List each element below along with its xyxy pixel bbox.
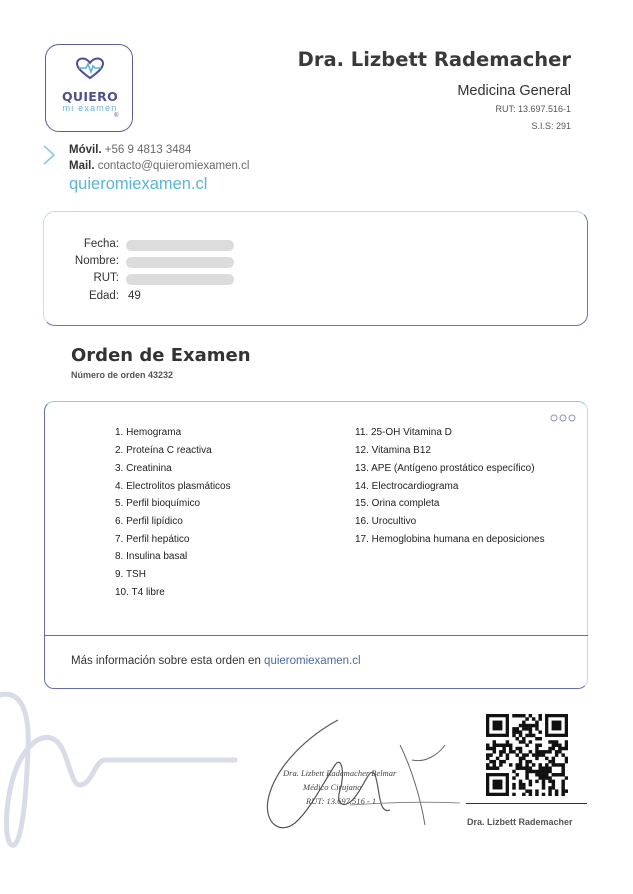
exam-item: 11. 25-OH Vitamina D	[355, 427, 452, 438]
rut-label: RUT:	[93, 272, 119, 284]
mobile-number[interactable]: +56 9 4813 3484	[104, 144, 192, 156]
signature-line	[466, 803, 587, 804]
brand-logo	[45, 44, 133, 132]
exam-item: 8. Insulina basal	[115, 551, 188, 562]
doctor-name: Dra. Lizbett Rademacher	[297, 48, 571, 71]
exam-item: 4. Electrolitos plasmáticos	[115, 481, 231, 492]
exam-item: 17. Hemoglobina humana en deposiciones	[355, 534, 545, 545]
exam-item: 13. APE (Antígeno prostático específico)	[355, 463, 535, 474]
exam-item: 5. Perfil bioquímico	[115, 498, 201, 509]
order-title: Orden de Examen	[71, 345, 251, 366]
three-dots-icon	[550, 414, 576, 422]
contact-mobile	[69, 144, 191, 156]
order-number: Número de orden 43232	[71, 370, 174, 380]
edad-label: Edad:	[88, 290, 119, 302]
exam-item: 9. TSH	[115, 569, 146, 580]
chevron-right-icon	[41, 143, 59, 167]
website-link[interactable]: quieromiexamen.cl	[69, 175, 208, 193]
mobile-label: Móvil.	[69, 144, 102, 156]
doctor-specialty: Medicina General	[457, 83, 571, 99]
nombre-label: Nombre:	[74, 255, 119, 267]
exam-item: 16. Urocultivo	[355, 516, 417, 527]
doctor-rut: RUT: 13.697.516-1	[495, 104, 571, 114]
mail-label: Mail.	[69, 160, 95, 172]
exam-item: 14. Electrocardiograma	[355, 481, 459, 492]
fecha-redacted	[126, 240, 234, 251]
signature-stamp-line1: Dra. Lizbett Rademacher Belmar	[283, 768, 397, 778]
exam-item: 12. Vitamina B12	[355, 445, 431, 456]
logo-wordmark: QUIERO	[61, 89, 119, 104]
exam-item: 1. Hemograma	[115, 427, 182, 438]
logo-subtitle: mi examen	[62, 103, 118, 113]
exam-item: 6. Perfil lipídico	[115, 516, 183, 527]
contact-mail	[69, 160, 249, 172]
more-info-link[interactable]: quieromiexamen.cl	[264, 655, 361, 667]
logo-registered-mark: ®	[114, 113, 119, 119]
doctor-sis: S.I.S: 291	[531, 121, 571, 131]
more-info-prefix: Más información sobre esta orden en	[71, 655, 265, 667]
pulse-wave-decoration	[0, 690, 240, 860]
patient-info-card	[43, 211, 588, 326]
exam-item: 10. T4 libre	[115, 587, 165, 598]
exam-item: 15. Orina completa	[355, 498, 440, 509]
heart-pulse-icon	[76, 57, 104, 81]
more-info-text	[71, 655, 361, 667]
qr-code[interactable]	[486, 714, 568, 796]
rut-redacted	[126, 274, 234, 285]
edad-value: 49	[128, 290, 141, 302]
nombre-redacted	[126, 257, 234, 268]
signature-printed-name: Dra. Lizbett Rademacher	[467, 817, 573, 827]
mail-address[interactable]: contacto@quieromiexamen.cl	[97, 160, 250, 172]
signature-stamp-line2: Médico Cirujano	[303, 782, 362, 792]
exam-item: 2. Proteína C reactiva	[115, 445, 212, 456]
fecha-label: Fecha:	[83, 238, 119, 250]
exam-item: 3. Creatinina	[115, 463, 172, 474]
signature-stamp-line3: RUT: 13.697.516 - 1	[306, 796, 377, 806]
card-divider	[44, 635, 588, 636]
exam-item: 7. Perfil hepático	[115, 534, 190, 545]
